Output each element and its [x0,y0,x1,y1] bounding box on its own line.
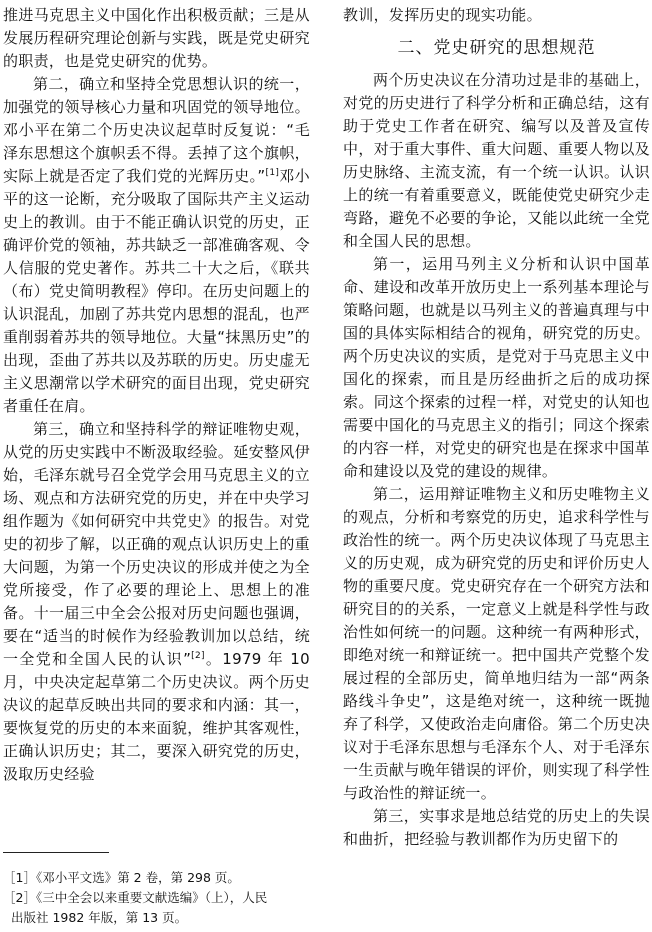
paragraph-text: 。1979 年 10 月，中央决定起草第二个历史决议。两个历史决议的起草反映出共同的要求和内涵：其一，要恢复党的历史的本来面貌，维护其客观性，正确认识历史；其二，要深入研究党的历史，汲取历史经验 [3,650,310,783]
section-heading: 二、党史研究的思想规范 [397,38,596,58]
left-column [3,4,310,786]
footnote-2-cont: 出版社 1982 年版，第 13 页。 [11,910,188,925]
footnote-1: ［1］《邓小平文选》第 2 卷，第 298 页。 [3,870,240,885]
paragraph: 两个历史决议在分清功过是非的基础上，对党的历史进行了科学分析和正确总结，这有助于党史工作者在研究、编写以及普及宣传中，对于重大事件、重大问题、重要人物以及历史脉络、主流支流，有一个统一认识。认识上的统一有着重要意义，既能使党史研究少走弯路，避免不必要的争论，又能以此统一全党和全国人民的思想。 [343,71,650,250]
paragraph-text: 邓小平的这一论断，充分吸取了国际共产主义运动史上的教训。由于不能正确认识党的历史，正确评价党的领袖，苏共缺乏一部准确客观、令人信服的党史著作。苏共二十大之后，《联共（布）党史简明教程》停印。在历史问题上的认识混乱，加剧了苏共党内思想的混乱，也严重削弱着苏共的领导地位。大量“抹黑历史”的出现，歪曲了苏共以及苏联的历史。历史虚无主义思潮常以学术研究的面目出现，党史研究者重任在肩。 [3,167,310,415]
paragraph: 教训，发挥历史的现实功能。 [343,6,542,24]
paragraph-text: 第二，确立和坚持全党思想认识的统一，加强党的领导核心力量和巩固党的领导地位。邓小平在第二个历史决议起草时反复说：“毛泽东思想这个旗帜丢不得。丢掉了这个旗帜，实际上就是否定了我们党的光辉历史。” [3,75,310,185]
footnote-2: ［2］《三中全会以来重要文献选编》（上），人民 [3,890,268,905]
paragraph: 第一，运用马列主义分析和认识中国革命、建设和改革开放历史上一系列基本理论与策略问题，也就是以马列主义的普遍真理与中国的具体实际相结合的视角，研究党的历史。两个历史决议的实质，是党对于马克思主义中国化的探索，而且是历经曲折之后的成功探索。同这个探索的过程一样，对党史的认知也需要中国化的马克思主义的指引；同这个探索的内容一样，对党史的研究也是在探求中国革命和建设以及党的建设的规律。 [343,255,650,480]
paragraph: 第二，运用辩证唯物主义和历史唯物主义的观点，分析和考察党的历史，追求科学性与政治性的统一。两个历史决议体现了马克思主义的历史观，成为研究党的历史和评价历史人物的重要尺度。党史研究存在一个研究方法和研究目的的关系，一定意义上就是科学性与政治性如何统一的问题。这种统一有两种形式，即绝对统一和辩证统一。把中国共产党整个发展过程的全部历史，简单地归结为一部“两条路线斗争史”，这是绝对统一，这种统一既抛弃了科学，又使政治走向庸俗。第二个历史决议对于毛泽东思想与毛泽东个人、对于毛泽东一生贡献与晚年错误的评价，则实现了科学性与政治性的辩证统一。 [343,485,650,802]
footnote-divider [3,852,109,853]
paragraph-text: 第三，确立和坚持科学的辩证唯物史观，从党的历史实践中不断汲取经验。延安整风伊始，毛泽东就号召全党学会用马克思主义的立场、观点和方法研究党的历史，并在中央学习组作题为《如何研究中共党史》的报告。对党史的初步了解，以正确的观点认识历史上的重大问题，为第一个历史决议的形成并使之为全党所接受，作了必要的理论上、思想上的准备。十一届三中全会公报对历史问题也强调，要在“适当的时候作为经验教训加以总结，统一全党和全国人民的认识” [3,420,310,668]
paragraph [3,418,310,786]
paragraph: 推进马克思主义中国化作出积极贡献；三是从发展历程研究理论创新与实践，既是党史研究的职责，也是党史研究的优势。 [3,6,310,70]
footnotes [3,868,310,928]
right-column [343,4,650,851]
footnote-ref: [2] [191,651,205,661]
paragraph: 第三，实事求是地总结党的历史上的失误和曲折，把经验与教训都作为历史留下的 [343,807,650,848]
paragraph [3,73,310,418]
footnote-ref: [1] [265,168,280,178]
